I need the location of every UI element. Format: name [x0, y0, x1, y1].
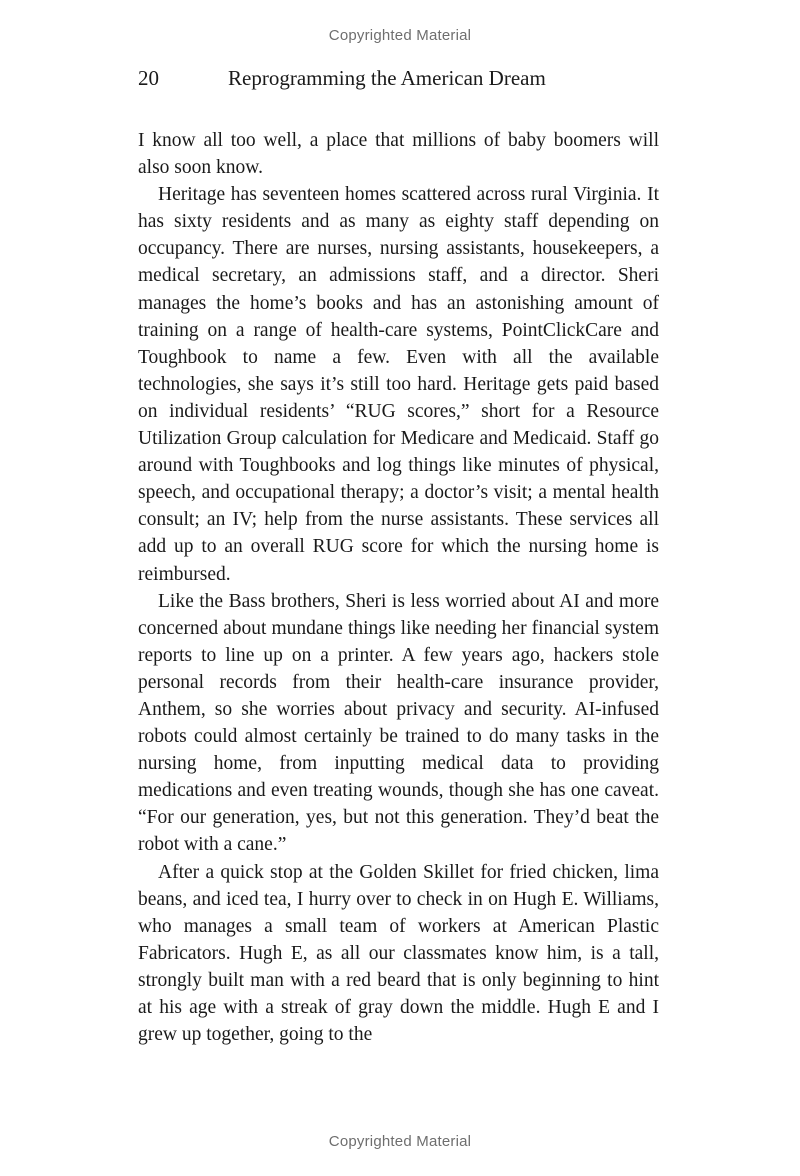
paragraph-continued: I know all too well, a place that millions of baby boomers will also soon know.	[138, 130, 659, 179]
copyright-watermark-top: Copyrighted Material	[328, 27, 472, 44]
paragraph-heritage: Heritage has seventeen homes scattered across rural Virginia. It has sixty residents and as many as eighty staff depending on occupancy. There are nurses, nursing assistants, housekeepers, a medical secretary, an admissions staff, and a director. Sheri manages the home’s books and has an astonishing amount of training on a range of health-care systems, PointClickCare and Toughbook to name a few. Even with all the available technologies, she says it’s still too hard. Heritage gets paid based on individual residents’ “RUG scores,” short for a Resource Utilization Group calculation for Medicare and Medicaid. Staff go around with Toughbooks and log things like minutes of physical, speech, and occupational therapy; a doctor’s visit; a mental health consult; an IV; help from the nurse assistants. These services all add up to an overall RUG score for which the nursing home is reimbursed.	[138, 184, 659, 585]
paragraph-bass-brothers: Like the Bass brothers, Sheri is less worried about AI and more concerned about mundane things like needing her financial system reports to line up on a printer. A few years ago, hackers stole personal records from their health-care insurance provider, Anthem, so she worries about privacy and security. AI-infused robots could almost certainly be trained to do many tasks in the nursing home, from inputting medical data to providing medications and even treating wounds, though she has one caveat. “For our generation, yes, but not this generation. They’d beat the robot with a cane.”	[138, 590, 659, 856]
copyright-watermark-bottom: Copyrighted Material	[328, 1133, 472, 1150]
body-text	[138, 127, 659, 1048]
page-number: 20	[138, 66, 159, 90]
running-head	[138, 66, 662, 91]
paragraph-golden-skillet: After a quick stop at the Golden Skillet for fried chicken, lima beans, and iced tea, I hurry over to check in on Hugh E. Williams, who manages a small team of workers at American Plastic Fabricators. Hugh E, as all our classmates know him, is a tall, strongly built man with a red beard that is only beginning to hint at his age with a streak of gray down the middle. Hugh E and I grew up together, going to the	[138, 861, 659, 1046]
book-title: Reprogramming the American Dream	[228, 66, 546, 90]
